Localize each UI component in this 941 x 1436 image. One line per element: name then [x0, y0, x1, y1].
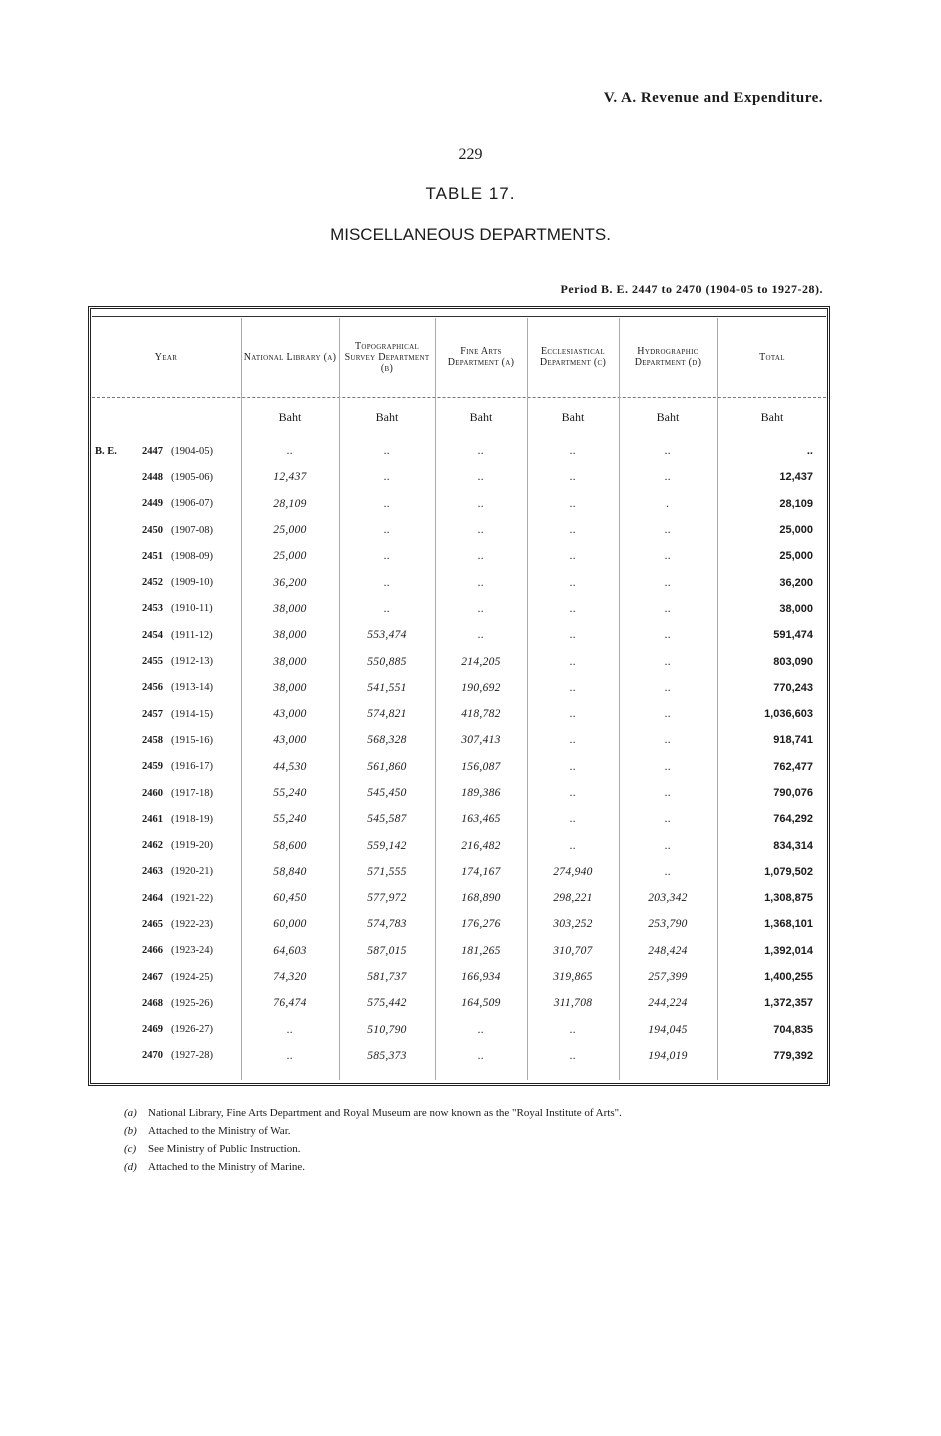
hydrographic-cell: .. — [664, 629, 672, 642]
be-year: 2466 — [142, 945, 163, 957]
table-rule-top — [92, 316, 826, 317]
year-cell — [91, 648, 241, 674]
ecclesiastical-cell: .. — [569, 760, 577, 773]
national-library-cell: 60,000 — [273, 918, 307, 931]
year-cell — [91, 1043, 241, 1069]
total-cell: 36,200 — [779, 576, 813, 589]
total-cell: 38,000 — [779, 602, 813, 615]
ad-year: (1909-10) — [171, 577, 213, 589]
fine-arts-cell: 181,265 — [461, 944, 501, 957]
total-cell: 803,090 — [773, 655, 813, 668]
hydrographic-cell: . — [666, 497, 670, 510]
footnote-text: Attached to the Ministry of War. — [148, 1125, 291, 1137]
topographical-survey-cell: .. — [383, 497, 391, 510]
ad-year: (1924-25) — [171, 971, 213, 983]
total-cell: 918,741 — [773, 734, 813, 747]
fine-arts-cell: .. — [477, 1049, 485, 1062]
total-cell: 12,437 — [779, 471, 813, 484]
national-library-cell: 64,603 — [273, 944, 307, 957]
topographical-survey-cell: 510,790 — [367, 1023, 407, 1036]
ecclesiastical-cell: .. — [569, 655, 577, 668]
national-library-cell: 58,600 — [273, 839, 307, 852]
total-cell: 591,474 — [773, 629, 813, 642]
hydrographic-cell: 253,790 — [648, 918, 688, 931]
hydrographic-cell: 194,019 — [648, 1049, 688, 1062]
hydrographic-cell: .. — [664, 655, 672, 668]
hydrographic-cell: 194,045 — [648, 1023, 688, 1036]
national-library-cell: 25,000 — [273, 524, 307, 537]
topographical-survey-cell: 550,885 — [367, 655, 407, 668]
topographical-survey-cell: .. — [383, 445, 391, 458]
footnote-mark: (a) — [124, 1107, 137, 1119]
year-cell — [91, 517, 241, 543]
topographical-survey-cell: .. — [383, 524, 391, 537]
national-library-cell: 38,000 — [273, 602, 307, 615]
be-year: 2460 — [142, 787, 163, 799]
year-cell — [91, 806, 241, 832]
footnote — [124, 1122, 622, 1140]
year-cell — [91, 622, 241, 648]
ad-year: (1915-16) — [171, 734, 213, 746]
be-year: 2453 — [142, 603, 163, 615]
year-cell — [91, 596, 241, 622]
section-heading: V. A. Revenue and Expenditure. — [603, 90, 823, 106]
hydrographic-cell: .. — [664, 865, 672, 878]
be-year: 2470 — [142, 1050, 163, 1062]
total-cell: 1,400,255 — [764, 971, 813, 984]
unit-year — [91, 396, 241, 438]
ad-year: (1927-28) — [171, 1050, 213, 1062]
topographical-survey-cell: 574,821 — [367, 708, 407, 721]
year-cell — [91, 675, 241, 701]
year-cell — [91, 464, 241, 490]
ecclesiastical-cell: .. — [569, 839, 577, 852]
column-header-hydrographic: Hydrographic Department (d) — [634, 346, 702, 368]
year-cell — [91, 964, 241, 990]
hydrographic-cell: .. — [664, 576, 672, 589]
year-cell — [91, 701, 241, 727]
national-library-cell: 55,240 — [273, 787, 307, 799]
column-header-topographical-survey: Topographical Survey Department (b) — [344, 340, 430, 374]
be-year: 2459 — [142, 761, 163, 773]
total-cell: 1,079,502 — [764, 865, 813, 878]
column-separator — [339, 318, 340, 1080]
year-cell — [91, 754, 241, 780]
national-library-cell: 76,474 — [273, 997, 307, 1010]
be-year: 2456 — [142, 682, 163, 694]
fine-arts-cell: .. — [477, 602, 485, 615]
footnote — [124, 1158, 622, 1176]
national-library-cell: 60,450 — [273, 892, 307, 905]
ecclesiastical-cell: .. — [569, 576, 577, 589]
topographical-survey-cell: .. — [383, 602, 391, 615]
national-library-cell: 36,200 — [273, 576, 307, 589]
footnote-mark: (c) — [124, 1143, 137, 1155]
national-library-cell: .. — [286, 1023, 294, 1036]
national-library-cell: 55,240 — [273, 813, 307, 826]
national-library-cell: 28,109 — [273, 497, 307, 510]
ecclesiastical-cell: .. — [569, 629, 577, 642]
be-year: 2458 — [142, 734, 163, 746]
footnote-mark: (d) — [124, 1161, 137, 1173]
unit-ecclesiastical: Baht — [561, 409, 585, 424]
total-cell: .. — [806, 445, 813, 458]
national-library-cell: .. — [286, 1049, 294, 1062]
total-cell: 790,076 — [773, 787, 813, 799]
unit-national-library: Baht — [278, 409, 302, 424]
fine-arts-cell: .. — [477, 524, 485, 537]
ad-year: (1916-17) — [171, 761, 213, 773]
national-library-cell: 74,320 — [273, 971, 307, 984]
fine-arts-cell: 174,167 — [461, 865, 501, 878]
be-year: 2454 — [142, 629, 163, 641]
year-cell — [91, 832, 241, 858]
national-library-cell: 58,840 — [273, 865, 307, 878]
year-cell — [91, 990, 241, 1016]
national-library-cell: 25,000 — [273, 550, 307, 563]
column-header-total: Total — [759, 351, 785, 363]
be-year: 2450 — [142, 524, 163, 536]
fine-arts-cell: 307,413 — [461, 734, 501, 747]
year-cell — [91, 911, 241, 937]
column-header-fine-arts: Fine Arts Department (a) — [447, 346, 515, 368]
ecclesiastical-cell: 298,221 — [553, 892, 593, 905]
hydrographic-cell: .. — [664, 550, 672, 563]
unit-fine-arts: Baht — [469, 409, 493, 424]
topographical-survey-cell: 568,328 — [367, 734, 407, 747]
ecclesiastical-cell: 311,708 — [553, 997, 593, 1010]
ad-year: (1923-24) — [171, 945, 213, 957]
hydrographic-cell: .. — [664, 445, 672, 458]
column-header-ecclesiastical: Ecclesiastical Department (c) — [539, 346, 607, 368]
national-library-cell: 43,000 — [273, 734, 307, 747]
topographical-survey-cell: 545,587 — [367, 813, 407, 826]
be-year: 2449 — [142, 498, 163, 510]
be-year: 2452 — [142, 577, 163, 589]
total-cell: 1,308,875 — [764, 892, 813, 905]
national-library-cell: 44,530 — [273, 760, 307, 773]
ad-year: (1907-08) — [171, 524, 213, 536]
topographical-survey-cell: 574,783 — [367, 918, 407, 931]
total-cell: 704,835 — [773, 1023, 813, 1036]
topographical-survey-cell: 541,551 — [367, 681, 407, 694]
hydrographic-cell: 257,399 — [648, 971, 688, 984]
be-year: 2463 — [142, 866, 163, 878]
year-cell — [91, 780, 241, 806]
be-year: 2468 — [142, 997, 163, 1009]
unit-topographical-survey: Baht — [375, 409, 399, 424]
ad-year: (1911-12) — [171, 629, 213, 641]
hydrographic-cell: 203,342 — [648, 892, 688, 905]
fine-arts-cell: .. — [477, 445, 485, 458]
column-separator — [619, 318, 620, 1080]
fine-arts-cell: 176,276 — [461, 918, 501, 931]
period-label: Period B. E. 2447 to 2470 (1904-05 to 1927-28). — [560, 282, 823, 296]
topographical-survey-cell: 545,450 — [367, 787, 407, 799]
be-year: 2467 — [142, 971, 163, 983]
fine-arts-cell: .. — [477, 629, 485, 642]
be-year: 2455 — [142, 656, 163, 668]
hydrographic-cell: .. — [664, 471, 672, 484]
ad-year: (1922-23) — [171, 918, 213, 930]
fine-arts-cell: 163,465 — [461, 813, 501, 826]
hydrographic-cell: .. — [664, 839, 672, 852]
fine-arts-cell: 156,087 — [461, 760, 501, 773]
footnote-text: Attached to the Ministry of Marine. — [148, 1161, 306, 1173]
column-separator — [527, 318, 528, 1080]
fine-arts-cell: 166,934 — [461, 971, 501, 984]
year-cell — [91, 543, 241, 569]
ecclesiastical-cell: 310,707 — [553, 944, 593, 957]
hydrographic-cell: .. — [664, 760, 672, 773]
ad-year: (1926-27) — [171, 1024, 213, 1036]
hydrographic-cell: .. — [664, 787, 672, 799]
topographical-survey-cell: 561,860 — [367, 760, 407, 773]
hydrographic-cell: .. — [664, 602, 672, 615]
total-cell: 770,243 — [773, 681, 813, 694]
be-year: 2457 — [142, 708, 163, 720]
ad-year: (1918-19) — [171, 813, 213, 825]
hydrographic-cell: .. — [664, 681, 672, 694]
footnote — [124, 1104, 622, 1122]
total-cell: 1,372,357 — [764, 997, 813, 1010]
fine-arts-cell: 190,692 — [461, 681, 501, 694]
fine-arts-cell: .. — [477, 550, 485, 563]
be-year: 2469 — [142, 1024, 163, 1036]
ad-year: (1913-14) — [171, 682, 213, 694]
column-separator — [435, 318, 436, 1080]
year-cell — [91, 727, 241, 753]
hydrographic-cell: 244,224 — [648, 997, 688, 1010]
total-cell: 1,392,014 — [764, 944, 813, 957]
table-title: MISCELLANEOUS DEPARTMENTS. — [330, 225, 611, 244]
topographical-survey-cell: .. — [383, 550, 391, 563]
hydrographic-cell: .. — [664, 708, 672, 721]
year-cell — [91, 859, 241, 885]
ad-year: (1917-18) — [171, 787, 213, 799]
ecclesiastical-cell: .. — [569, 602, 577, 615]
ecclesiastical-cell: .. — [569, 813, 577, 826]
ecclesiastical-cell: .. — [569, 524, 577, 537]
fine-arts-cell: .. — [477, 471, 485, 484]
be-year: 2447 — [142, 445, 163, 457]
footnotes — [124, 1104, 622, 1176]
ecclesiastical-cell: .. — [569, 1023, 577, 1036]
national-library-cell: 38,000 — [273, 655, 307, 668]
ecclesiastical-cell: .. — [569, 708, 577, 721]
ecclesiastical-cell: 274,940 — [553, 865, 593, 878]
column-header-year: Year — [154, 351, 178, 363]
ad-year: (1908-09) — [171, 550, 213, 562]
column-header-national-library: National Library (a) — [243, 351, 337, 363]
total-cell: 764,292 — [773, 813, 813, 826]
ecclesiastical-cell: 319,865 — [553, 971, 593, 984]
topographical-survey-cell: 553,474 — [367, 629, 407, 642]
national-library-cell: .. — [286, 445, 294, 458]
ad-year: (1912-13) — [171, 656, 213, 668]
ecclesiastical-cell: .. — [569, 734, 577, 747]
footnote-text: See Ministry of Public Instruction. — [148, 1143, 301, 1155]
ecclesiastical-cell: .. — [569, 471, 577, 484]
total-cell: 25,000 — [779, 524, 813, 537]
national-library-cell: 38,000 — [273, 629, 307, 642]
topographical-survey-cell: 571,555 — [367, 865, 407, 878]
national-library-cell: 12,437 — [273, 471, 307, 484]
topographical-survey-cell: 585,373 — [367, 1049, 407, 1062]
ecclesiastical-cell: .. — [569, 1049, 577, 1062]
column-separator — [241, 318, 242, 1080]
total-cell: 762,477 — [773, 760, 813, 773]
footnote-mark: (b) — [124, 1125, 137, 1137]
fine-arts-cell: 216,482 — [461, 839, 501, 852]
ecclesiastical-cell: .. — [569, 497, 577, 510]
total-cell: 28,109 — [779, 497, 813, 510]
be-year: 2451 — [142, 550, 163, 562]
unit-total: Baht — [760, 409, 784, 424]
year-cell — [91, 938, 241, 964]
ecclesiastical-cell: .. — [569, 787, 577, 799]
ecclesiastical-cell: .. — [569, 681, 577, 694]
be-year: 2462 — [142, 840, 163, 852]
hydrographic-cell: .. — [664, 813, 672, 826]
topographical-survey-cell: 587,015 — [367, 944, 407, 957]
ad-year: (1905-06) — [171, 471, 213, 483]
fine-arts-cell: .. — [477, 576, 485, 589]
hydrographic-cell: 248,424 — [648, 944, 688, 957]
topographical-survey-cell: 581,737 — [367, 971, 407, 984]
be-year: 2464 — [142, 892, 163, 904]
be-year: 2465 — [142, 918, 163, 930]
ad-year: (1925-26) — [171, 997, 213, 1009]
year-cell — [91, 491, 241, 517]
fine-arts-cell: 168,890 — [461, 892, 501, 905]
footnote — [124, 1140, 622, 1158]
national-library-cell: 43,000 — [273, 708, 307, 721]
topographical-survey-cell: .. — [383, 471, 391, 484]
ad-year: (1904-05) — [171, 445, 213, 457]
ad-year: (1914-15) — [171, 708, 213, 720]
ad-year: (1919-20) — [171, 840, 213, 852]
footnote-text: National Library, Fine Arts Department and Royal Museum are now known as the "Royal Institute of Arts". — [148, 1107, 622, 1119]
page-number: 229 — [458, 146, 483, 163]
ad-year: (1920-21) — [171, 866, 213, 878]
fine-arts-cell: .. — [477, 1023, 485, 1036]
ad-year: (1921-22) — [171, 892, 213, 904]
total-cell: 834,314 — [773, 839, 813, 852]
fine-arts-cell: 164,509 — [461, 997, 501, 1010]
topographical-survey-cell: 577,972 — [367, 892, 407, 905]
national-library-cell: 38,000 — [273, 681, 307, 694]
total-cell: 1,368,101 — [764, 918, 813, 931]
fine-arts-cell: 418,782 — [461, 708, 501, 721]
be-year: 2448 — [142, 471, 163, 483]
total-cell: 1,036,603 — [764, 708, 813, 721]
topographical-survey-cell: 575,442 — [367, 997, 407, 1010]
total-cell: 779,392 — [773, 1049, 813, 1062]
fine-arts-cell: 214,205 — [461, 655, 501, 668]
year-cell — [91, 1017, 241, 1043]
fine-arts-cell: .. — [477, 497, 485, 510]
column-separator — [717, 318, 718, 1080]
topographical-survey-cell: 559,142 — [367, 839, 407, 852]
ad-year: (1906-07) — [171, 498, 213, 510]
ecclesiastical-cell: 303,252 — [553, 918, 593, 931]
unit-hydrographic: Baht — [656, 409, 680, 424]
fine-arts-cell: 189,386 — [461, 787, 501, 799]
table-number: TABLE 17. — [425, 184, 516, 203]
total-cell: 25,000 — [779, 550, 813, 563]
year-cell — [91, 885, 241, 911]
year-cell — [91, 569, 241, 595]
era-prefix: B. E. — [95, 445, 117, 457]
topographical-survey-cell: .. — [383, 576, 391, 589]
hydrographic-cell: .. — [664, 524, 672, 537]
be-year: 2461 — [142, 813, 163, 825]
hydrographic-cell: .. — [664, 734, 672, 747]
ad-year: (1910-11) — [171, 603, 213, 615]
ecclesiastical-cell: .. — [569, 550, 577, 563]
ecclesiastical-cell: .. — [569, 445, 577, 458]
year-cell — [91, 438, 241, 464]
